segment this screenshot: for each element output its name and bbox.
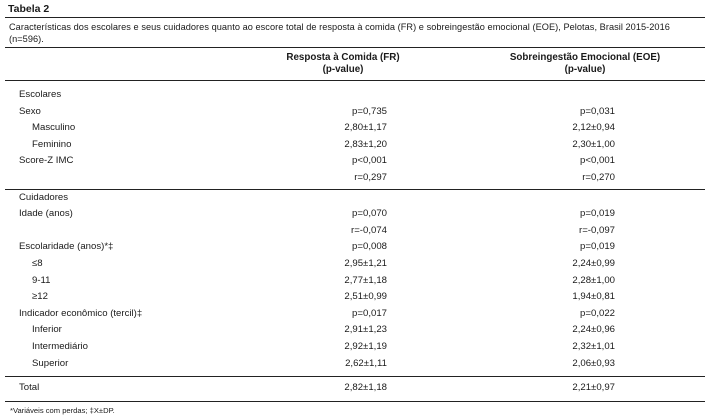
footnote: *Variáveis com perdas; ‡X±DP. bbox=[10, 405, 115, 415]
header-eoe-sub: (p-value) bbox=[564, 64, 606, 75]
fr-value: r=0,297 bbox=[354, 171, 387, 183]
row-label: Intermediário bbox=[32, 340, 88, 352]
table-row bbox=[5, 356, 705, 373]
fr-value: p=0,008 bbox=[352, 241, 387, 253]
table-row bbox=[5, 223, 705, 240]
fr-value: p=0,017 bbox=[352, 307, 387, 319]
eoe-value: 2,24±0,99 bbox=[572, 257, 615, 269]
row-label: Idade (anos) bbox=[19, 208, 73, 220]
table-row bbox=[5, 306, 705, 323]
eoe-value: 2,30±1,00 bbox=[572, 138, 615, 150]
table-caption: Características dos escolares e seus cuidadores quanto ao escore total de resposta à comida (FR) e sobreingestão emocional (EOE), Pelotas, Brasil 2015-2016 (n=596). bbox=[5, 18, 705, 48]
row-label: Masculino bbox=[32, 122, 76, 134]
fr-value: p=0,070 bbox=[352, 208, 387, 220]
row-label: Escolaridade (anos)*‡ bbox=[19, 241, 114, 253]
table-row bbox=[5, 322, 705, 339]
bottom-rule bbox=[5, 401, 705, 402]
fr-value: p=0,735 bbox=[352, 105, 387, 117]
table-row bbox=[5, 137, 705, 154]
table-row bbox=[5, 206, 705, 223]
table-row bbox=[5, 87, 705, 104]
row-label: Inferior bbox=[32, 324, 62, 336]
table-row bbox=[5, 256, 705, 273]
eoe-value: r=-0,097 bbox=[579, 224, 615, 236]
total-row bbox=[5, 380, 705, 397]
fr-value: 2,51±0,99 bbox=[344, 291, 387, 303]
header-fr-title: Resposta à Comida (FR) bbox=[286, 52, 400, 63]
table-row bbox=[5, 239, 705, 256]
row-label: ≥12 bbox=[32, 291, 48, 303]
eoe-value: 1,94±0,81 bbox=[572, 291, 615, 303]
header-fr bbox=[265, 52, 421, 76]
row-label: Superior bbox=[32, 357, 69, 369]
table-label: Tabela 2 bbox=[5, 2, 705, 18]
fr-value: 2,77±1,18 bbox=[344, 274, 387, 286]
row-label: Escolares bbox=[19, 89, 62, 100]
table-row bbox=[5, 153, 705, 170]
table-container bbox=[5, 2, 705, 415]
eoe-value: p=0,031 bbox=[580, 105, 615, 117]
row-label: 9-11 bbox=[32, 274, 51, 286]
eoe-value: p=0,022 bbox=[580, 307, 615, 319]
row-label: Feminino bbox=[32, 138, 72, 150]
eoe-value: 2,06±0,93 bbox=[572, 357, 615, 369]
row-label: Score-Z IMC bbox=[19, 155, 74, 167]
table-header bbox=[5, 48, 705, 81]
total-eoe-value: 2,21±0,97 bbox=[572, 382, 615, 394]
row-label: Cuidadores bbox=[19, 191, 69, 203]
eoe-value: r=0,270 bbox=[582, 171, 615, 183]
header-eoe bbox=[505, 52, 665, 76]
eoe-value: p=0,019 bbox=[580, 208, 615, 220]
total-fr-value: 2,82±1,18 bbox=[344, 382, 387, 394]
fr-value: 2,62±1,11 bbox=[345, 357, 387, 369]
eoe-value: 2,24±0,96 bbox=[572, 324, 615, 336]
eoe-value: 2,28±1,00 bbox=[572, 274, 615, 286]
row-label: Indicador econômico (tercil)‡ bbox=[19, 307, 143, 319]
row-label: ≤8 bbox=[32, 257, 43, 269]
fr-value: 2,95±1,21 bbox=[344, 257, 387, 269]
eoe-value: p=0,019 bbox=[580, 241, 615, 253]
fr-value: 2,91±1,23 bbox=[344, 324, 387, 336]
header-fr-sub: (p-value) bbox=[322, 64, 364, 75]
table-row bbox=[5, 104, 705, 121]
fr-value: 2,80±1,17 bbox=[344, 122, 387, 134]
eoe-value: 2,32±1,01 bbox=[572, 340, 615, 352]
row-label: Sexo bbox=[19, 105, 41, 117]
eoe-value: 2,12±0,94 bbox=[572, 122, 615, 134]
fr-value: 2,92±1,19 bbox=[344, 340, 387, 352]
total-label: Total bbox=[19, 382, 40, 394]
header-eoe-title: Sobreingestão Emocional (EOE) bbox=[509, 52, 661, 63]
table-row bbox=[5, 339, 705, 356]
table-row bbox=[5, 273, 705, 290]
table-row bbox=[5, 190, 705, 207]
fr-value: r=-0,074 bbox=[351, 224, 387, 236]
table-row bbox=[5, 289, 705, 306]
table-row bbox=[5, 170, 705, 187]
fr-value: p<0,001 bbox=[352, 155, 387, 167]
table-body bbox=[5, 87, 705, 397]
fr-value: 2,83±1,20 bbox=[344, 138, 387, 150]
table-row bbox=[5, 120, 705, 137]
total-divider bbox=[5, 376, 705, 377]
eoe-value: p<0,001 bbox=[580, 155, 615, 167]
